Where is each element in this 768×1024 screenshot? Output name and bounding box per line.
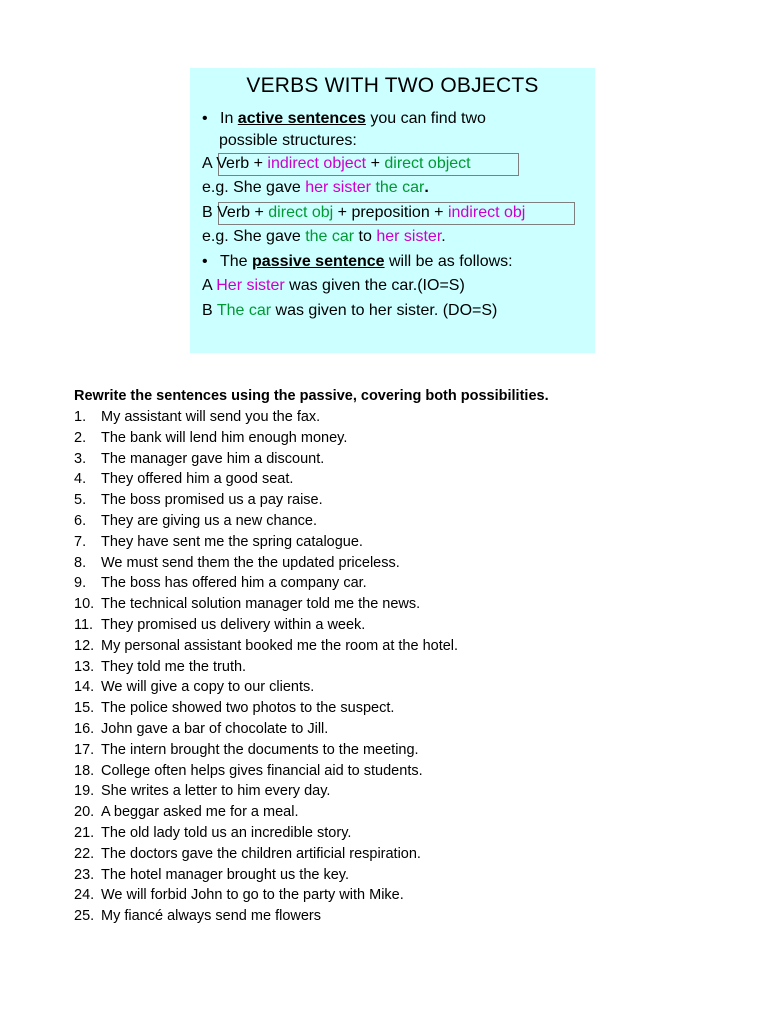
active-sentences-term: active sentences — [237, 110, 366, 127]
direct-object-label: direct object — [384, 155, 471, 172]
exercise-item-text: We must send them the the updated priceless. — [101, 554, 400, 571]
exercise-item-number: 24. — [74, 887, 95, 904]
passive-intro-line: • The passive sentence will be as follows: — [202, 253, 513, 270]
slide-title: VERBS WITH TWO OBJECTS — [246, 74, 539, 97]
example-a-line: e.g. She gave her sister the car. — [202, 179, 429, 196]
exercise-item-number: 10. — [74, 596, 95, 613]
passive-b-line: B The car was given to her sister. (DO=S) — [202, 302, 498, 319]
structure-b-line: B Verb + direct obj + preposition + indirect obj — [202, 204, 526, 221]
exercise-item-text: They are giving us a new chance. — [101, 512, 318, 529]
active-intro-line-2: possible structures: — [219, 132, 357, 149]
exercise-item-number: 17. — [74, 741, 95, 758]
bullet-icon: • — [202, 110, 208, 127]
exercise-item-number: 12. — [74, 637, 95, 654]
exercise-item-text: My fiancé always send me flowers — [101, 908, 321, 925]
exercise-item-number: 1. — [74, 409, 87, 425]
exercise-item-text: The doctors gave the children artificial respiration. — [101, 845, 421, 862]
exercise-item-text: They have sent me the spring catalogue. — [101, 533, 363, 550]
structure-a-line: A Verb + indirect object + direct object — [202, 155, 471, 172]
exercise-item-number: 9. — [74, 575, 87, 592]
exercise-item-number: 13. — [74, 658, 95, 675]
exercise-item-text: The police showed two photos to the suspect. — [101, 700, 395, 717]
exercise-item-number: 11. — [74, 616, 94, 633]
exercise-item-number: 25. — [74, 908, 95, 925]
exercise-item-text: The technical solution manager told me the news. — [101, 596, 421, 613]
example-b-line: e.g. She gave the car to her sister. — [202, 228, 446, 245]
exercise-item-number: 22. — [74, 845, 95, 862]
active-intro-line: • In active sentences you can find two — [202, 110, 486, 127]
exercise-item-number: 18. — [74, 762, 95, 779]
exercise-item-text: They promised us delivery within a week. — [101, 616, 366, 633]
exercise-item-text: College often helps gives financial aid to students. — [101, 762, 423, 779]
exercise-item-text: The manager gave him a discount. — [101, 450, 325, 467]
exercise-item-number: 2. — [74, 429, 87, 446]
exercise-item-text: She writes a letter to him every day. — [101, 783, 331, 800]
exercise-item-number: 3. — [74, 450, 87, 467]
exercise-item-text: The boss has offered him a company car. — [101, 575, 367, 592]
passive-sentence-term: passive sentence — [252, 253, 385, 270]
exercise-item-text: A beggar asked me for a meal. — [101, 804, 299, 821]
bullet-icon: • — [202, 253, 208, 270]
exercise-item-text: John gave a bar of chocolate to Jill. — [101, 720, 329, 737]
exercise-item-text: The intern brought the documents to the meeting. — [101, 741, 419, 758]
exercise-item-number: 4. — [74, 471, 87, 488]
exercise-item-text: They told me the truth. — [101, 658, 247, 675]
grammar-slide — [190, 68, 595, 353]
exercise-item-number: 7. — [74, 533, 87, 550]
exercise-item-text: My assistant will send you the fax. — [101, 409, 321, 425]
indirect-object-label: indirect object — [267, 155, 367, 172]
exercise-item-number: 23. — [74, 866, 95, 883]
exercise-item-number: 21. — [74, 824, 95, 841]
exercise-item-number: 14. — [74, 679, 95, 696]
exercise-item-number: 20. — [74, 804, 95, 821]
exercise-item-text: The bank will lend him enough money. — [101, 429, 348, 446]
exercise-item-number: 5. — [74, 492, 87, 509]
exercise-item-text: My personal assistant booked me the room at the hotel. — [101, 637, 459, 654]
exercise-item-number: 15. — [74, 700, 95, 717]
exercise-instruction: Rewrite the sentences using the passive, covering both possibilities. — [74, 388, 549, 404]
exercise-item-number: 6. — [74, 512, 87, 529]
exercise-item-text: The old lady told us an incredible story. — [101, 824, 352, 841]
exercise-item-number: 16. — [74, 720, 95, 737]
exercise-item-number: 19. — [74, 783, 95, 800]
exercise-item-number: 8. — [74, 554, 87, 571]
exercise-item-text: We will forbid John to go to the party with Mike. — [101, 887, 404, 904]
exercise-item-text: The hotel manager brought us the key. — [101, 866, 349, 883]
exercise-item-text: We will give a copy to our clients. — [101, 679, 315, 696]
exercise-item-text: They offered him a good seat. — [101, 471, 294, 488]
passive-a-line: A Her sister was given the car.(IO=S) — [202, 277, 465, 294]
exercise-item-text: The boss promised us a pay raise. — [101, 492, 323, 509]
